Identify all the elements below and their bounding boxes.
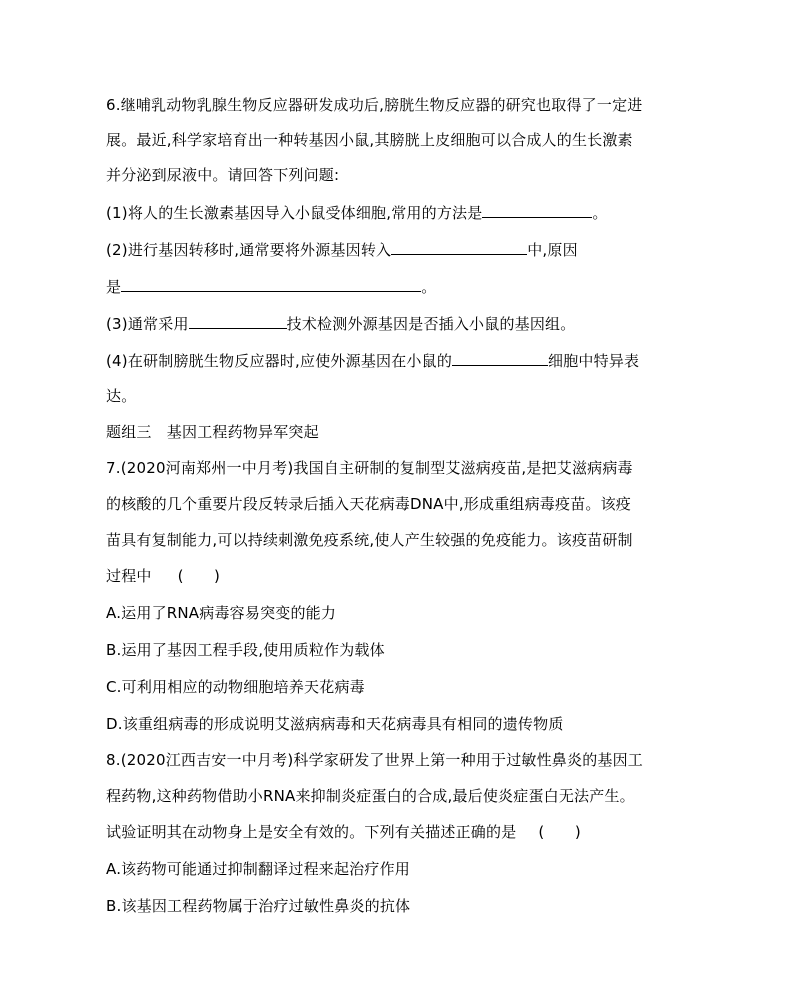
q6-sub4 xyxy=(106,350,639,372)
q6-sub2-shi: 是 xyxy=(106,278,122,296)
q8-stem-line1: 8.(2020江西吉安一中月考)科学家研发了世界上第一种用于过敏性鼻炎的基因工 xyxy=(106,751,643,769)
q6-sub2-blank2 xyxy=(121,277,421,292)
q7-option-d: D.该重组病毒的形成说明艾滋病病毒和天花病毒具有相同的遗传物质 xyxy=(106,715,564,733)
q6-stem-line3: 并分泌到尿液中。请回答下列问题: xyxy=(106,166,340,184)
q6-sub2-blank1 xyxy=(391,240,527,255)
q6-sub2-mid: 中,原因 xyxy=(527,241,578,259)
q6-sub4-blank xyxy=(452,351,548,366)
q6-sub1-text: (1)将人的生长激素基因导入小鼠受体细胞,常用的方法是 xyxy=(106,204,483,222)
q6-sub1-end: 。 xyxy=(592,204,608,222)
q6-sub1-blank xyxy=(482,203,592,218)
q6-stem-line2: 展。最近,科学家培育出一种转基因小鼠,其膀胱上皮细胞可以合成人的生长激素 xyxy=(106,131,633,149)
q7-option-a: A.运用了RNA病毒容易突变的能力 xyxy=(106,604,337,622)
q8-stem-line3 xyxy=(106,821,598,843)
q6-sub2 xyxy=(106,239,578,261)
q6-sub3-blank xyxy=(189,314,287,329)
q8-option-a: A.该药物可能通过抑制翻译过程来起治疗作用 xyxy=(106,860,410,878)
q7-stem-line3: 苗具有复制能力,可以持续刺激免疫系统,使人产生较强的免疫能力。该疫苗研制 xyxy=(106,531,633,549)
q6-sub3-end: 技术检测外源基因是否插入小鼠的基因组。 xyxy=(286,315,576,333)
q7-answer-paren: ( ) xyxy=(177,567,221,585)
q6-sub4-mid: 细胞中特异表 xyxy=(548,352,640,370)
q7-stem-line2: 的核酸的几个重要片段反转录后插入天花病毒DNA中,形成重组病毒疫苗。该疫 xyxy=(106,495,632,513)
q8-option-b: B.该基因工程药物属于治疗过敏性鼻炎的抗体 xyxy=(106,897,411,915)
q6-sub3 xyxy=(106,313,575,335)
q6-sub4-cont: 达。 xyxy=(106,387,137,405)
q7-option-c: C.可利用相应的动物细胞培养天花病毒 xyxy=(106,678,365,696)
q6-sub2-text: (2)进行基因转移时,通常要将外源基因转入 xyxy=(106,241,392,259)
q7-stem-line1: 7.(2020河南郑州一中月考)我国自主研制的复制型艾滋病疫苗,是把艾滋病病毒 xyxy=(106,459,633,477)
q6-sub2-end: 。 xyxy=(421,278,437,296)
q6-stem-line1: 6.继哺乳动物乳腺生物反应器研发成功后,膀胱生物反应器的研究也取得了一定进 xyxy=(106,96,643,114)
q6-sub1 xyxy=(106,202,608,224)
q8-stem-line2: 程药物,这种药物借助小RNA来抑制炎症蛋白的合成,最后使炎症蛋白无法产生。 xyxy=(106,787,635,805)
q8-stem-end: 试验证明其在动物身上是安全有效的。下列有关描述正确的是 xyxy=(106,823,517,841)
q7-option-b: B.运用了基因工程手段,使用质粒作为载体 xyxy=(106,641,385,659)
q6-sub2-cont xyxy=(106,276,436,298)
q8-answer-paren: ( ) xyxy=(538,823,581,841)
q7-stem-line4 xyxy=(106,565,238,587)
q6-sub4-text: (4)在研制膀胱生物反应器时,应使外源基因在小鼠的 xyxy=(106,352,453,370)
q6-sub3-text: (3)通常采用 xyxy=(106,315,189,333)
group3-title: 题组三 基因工程药物异军突起 xyxy=(106,423,319,441)
q7-stem-end: 过程中 xyxy=(106,567,152,585)
